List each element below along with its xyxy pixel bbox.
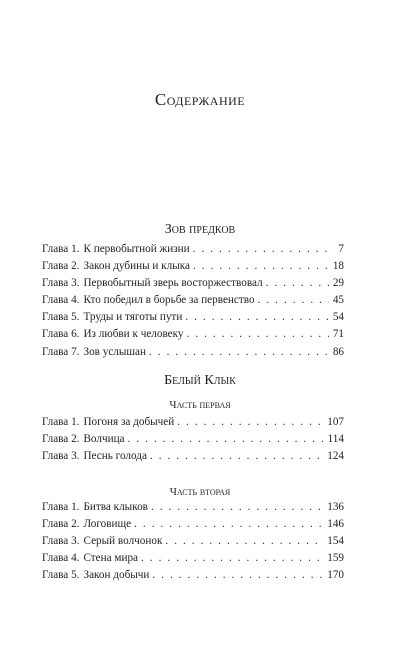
chapter-title: К первобытной жизни bbox=[83, 243, 190, 255]
chapter-list-call-of-the-wild bbox=[42, 243, 344, 363]
dot-leader bbox=[266, 277, 329, 289]
dot-leader bbox=[193, 243, 329, 255]
dot-leader bbox=[185, 311, 329, 323]
dot-leader bbox=[258, 294, 329, 306]
dot-leader bbox=[193, 260, 329, 272]
toc-entry bbox=[42, 552, 344, 569]
toc-entry bbox=[42, 569, 344, 586]
dot-leader bbox=[151, 501, 324, 513]
chapter-number: Глава 2. bbox=[42, 433, 80, 446]
page-number: 154 bbox=[327, 535, 344, 548]
page-number: 86 bbox=[332, 345, 344, 358]
chapter-number: Глава 1. bbox=[42, 416, 80, 428]
chapter-number: Глава 4. bbox=[42, 294, 80, 307]
chapter-number: Глава 2. bbox=[42, 518, 80, 531]
chapter-title: Стена мира bbox=[83, 552, 139, 565]
toc-entry bbox=[42, 294, 344, 311]
chapter-title: Битва клыков bbox=[83, 501, 148, 513]
page-number: 136 bbox=[327, 501, 344, 513]
toc-entry bbox=[42, 311, 344, 328]
chapter-number: Глава 4. bbox=[42, 552, 80, 565]
part-title-1: Часть первая bbox=[169, 399, 231, 411]
page-number: 7 bbox=[338, 243, 344, 255]
dot-leader bbox=[134, 518, 324, 530]
page-number: 54 bbox=[332, 311, 344, 324]
toc-entry bbox=[42, 328, 344, 345]
toc-entry bbox=[42, 243, 344, 260]
toc-entry bbox=[42, 277, 344, 294]
dot-leader bbox=[141, 552, 324, 564]
toc-entry bbox=[42, 518, 344, 535]
page-number: 114 bbox=[327, 433, 344, 446]
chapter-title: Кто победил в борьбе за первенство bbox=[83, 294, 255, 307]
chapter-title: Песнь голода bbox=[83, 450, 147, 463]
chapter-list-part-1 bbox=[42, 416, 344, 467]
chapter-title: Волчица bbox=[83, 433, 125, 446]
chapter-list-part-2 bbox=[42, 501, 344, 586]
chapter-number: Глава 3. bbox=[42, 535, 80, 548]
page-number: 170 bbox=[327, 569, 344, 582]
chapter-number: Глава 5. bbox=[42, 569, 80, 582]
chapter-number: Глава 1. bbox=[42, 243, 80, 255]
chapter-title: Зов услышан bbox=[83, 345, 146, 358]
chapter-number: Глава 6. bbox=[42, 328, 80, 341]
toc-entry bbox=[42, 450, 344, 467]
chapter-number: Глава 7. bbox=[42, 345, 80, 358]
page-number: 107 bbox=[327, 416, 344, 428]
chapter-title: Серый волчонок bbox=[83, 535, 163, 548]
chapter-title: Логовище bbox=[83, 518, 132, 531]
chapter-number: Глава 5. bbox=[42, 311, 80, 324]
page-number: 124 bbox=[327, 450, 344, 463]
toc-entry bbox=[42, 501, 344, 518]
page-title: Содержание bbox=[154, 90, 246, 109]
toc-entry bbox=[42, 260, 344, 277]
page-number: 159 bbox=[327, 552, 344, 565]
page-number: 146 bbox=[327, 518, 344, 531]
toc-entry bbox=[42, 416, 344, 433]
dot-leader bbox=[187, 328, 329, 340]
page-number: 45 bbox=[332, 294, 344, 307]
toc-entry bbox=[42, 535, 344, 552]
toc-entry bbox=[42, 346, 344, 363]
chapter-number: Глава 3. bbox=[42, 450, 80, 463]
chapter-title: Труды и тяготы пути bbox=[83, 311, 183, 324]
chapter-title: Закон добычи bbox=[83, 569, 150, 582]
toc-entry bbox=[42, 433, 344, 450]
chapter-title: Погоня за добычей bbox=[83, 416, 175, 428]
chapter-title: Закон дубины и клыка bbox=[83, 260, 190, 273]
chapter-title: Из любви к человеку bbox=[83, 328, 184, 341]
dot-leader bbox=[150, 450, 324, 462]
dot-leader bbox=[177, 416, 324, 428]
part-title-2: Часть вторая bbox=[169, 486, 231, 498]
section-title-white-fang: Белый Клык bbox=[164, 373, 236, 388]
chapter-title: Первобытный зверь восторжествовал bbox=[83, 277, 263, 290]
dot-leader bbox=[149, 346, 329, 358]
page-number: 18 bbox=[332, 260, 344, 273]
page-number: 29 bbox=[332, 277, 344, 290]
chapter-number: Глава 3. bbox=[42, 277, 80, 290]
page-number: 71 bbox=[332, 328, 344, 341]
section-title-call-of-the-wild: Зов предков bbox=[164, 222, 236, 237]
chapter-number: Глава 1. bbox=[42, 501, 80, 513]
dot-leader bbox=[165, 535, 324, 547]
dot-leader bbox=[128, 433, 325, 445]
dot-leader bbox=[152, 569, 324, 581]
chapter-number: Глава 2. bbox=[42, 260, 80, 273]
